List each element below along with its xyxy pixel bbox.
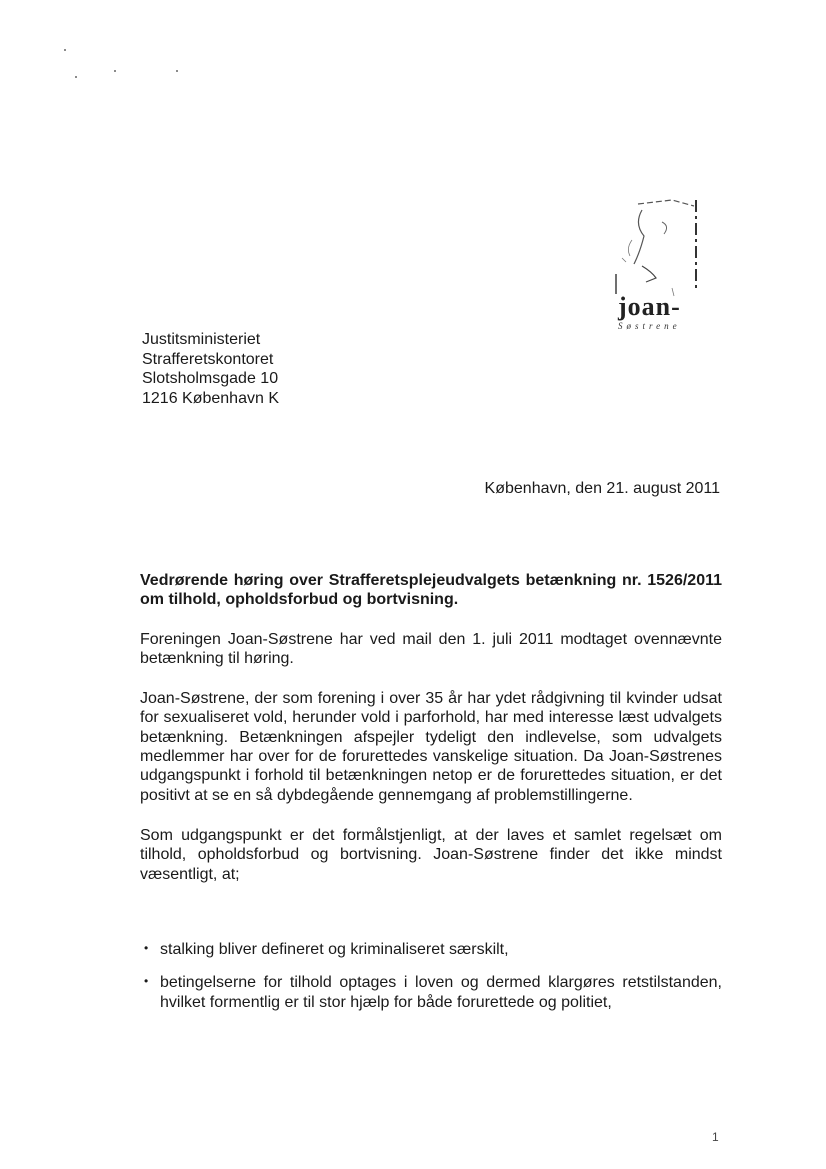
list-item-text: stalking bliver defineret og kriminaliseret særskilt,	[160, 941, 509, 958]
letter-date: København, den 21. august 2011	[484, 480, 720, 497]
organization-logo	[612, 192, 712, 332]
bullet-marker: •	[144, 941, 149, 955]
list-item-text: betingelserne for tilhold optages i loven og dermed klargøres retstilstanden, hvilket formentlig er til stor hjælp for både forurettede og politiet,	[160, 974, 722, 1011]
address-line: Justitsministeriet	[142, 331, 261, 348]
bullet-list	[140, 940, 722, 1026]
scan-speck	[176, 70, 178, 72]
scan-speck	[64, 49, 66, 51]
bullet-marker: •	[144, 974, 149, 989]
address-line: Slotsholmsgade 10	[142, 370, 279, 387]
address-line: Strafferetskontoret	[142, 350, 274, 368]
letter-body	[140, 571, 722, 905]
recipient-address	[142, 330, 279, 408]
list-item	[140, 940, 722, 959]
scan-speck	[114, 70, 116, 72]
address-line: 1216 København K	[142, 389, 279, 407]
body-paragraph: Joan-Søstrene, der som forening i over 35 år har ydet rådgivning til kvinder udsat for sexualiseret vold, herunder vold i parforhold, har med interesse læst udvalgets betænkning. Betænkningen afspejler tydeligt den indlevelse, som udvalgets medlemmer har over for de forurettedes vanskelige situation. Da Joan-Søstrenes udgangspunkt i forhold til betænkningen netop er de forurettedes situation, er det positivt at se en så dybdegående gennemgang af problemstillingerne.	[140, 690, 722, 804]
page-number: 1	[712, 1130, 719, 1144]
scan-speck	[75, 76, 77, 78]
body-paragraph: Foreningen Joan-Søstrene har ved mail den 1. juli 2011 modtaget ovennævnte betænkning til høring.	[140, 630, 722, 667]
logo-wordmark: joan-	[618, 292, 681, 321]
subject-heading: Vedrørende høring over Strafferetsplejeudvalgets betænkning nr. 1526/2011 om tilhold, opholdsforbud og bortvisning.	[140, 572, 722, 609]
list-item	[140, 973, 722, 1012]
body-paragraph: Som udgangspunkt er det formålstjenligt, at der laves et samlet regelsæt om tilhold, opholdsforbud og bortvisning. Joan-Søstrene finder det ikke mindst væsentligt, at;	[140, 826, 722, 883]
logo-subtitle: Søstrene	[618, 321, 681, 331]
